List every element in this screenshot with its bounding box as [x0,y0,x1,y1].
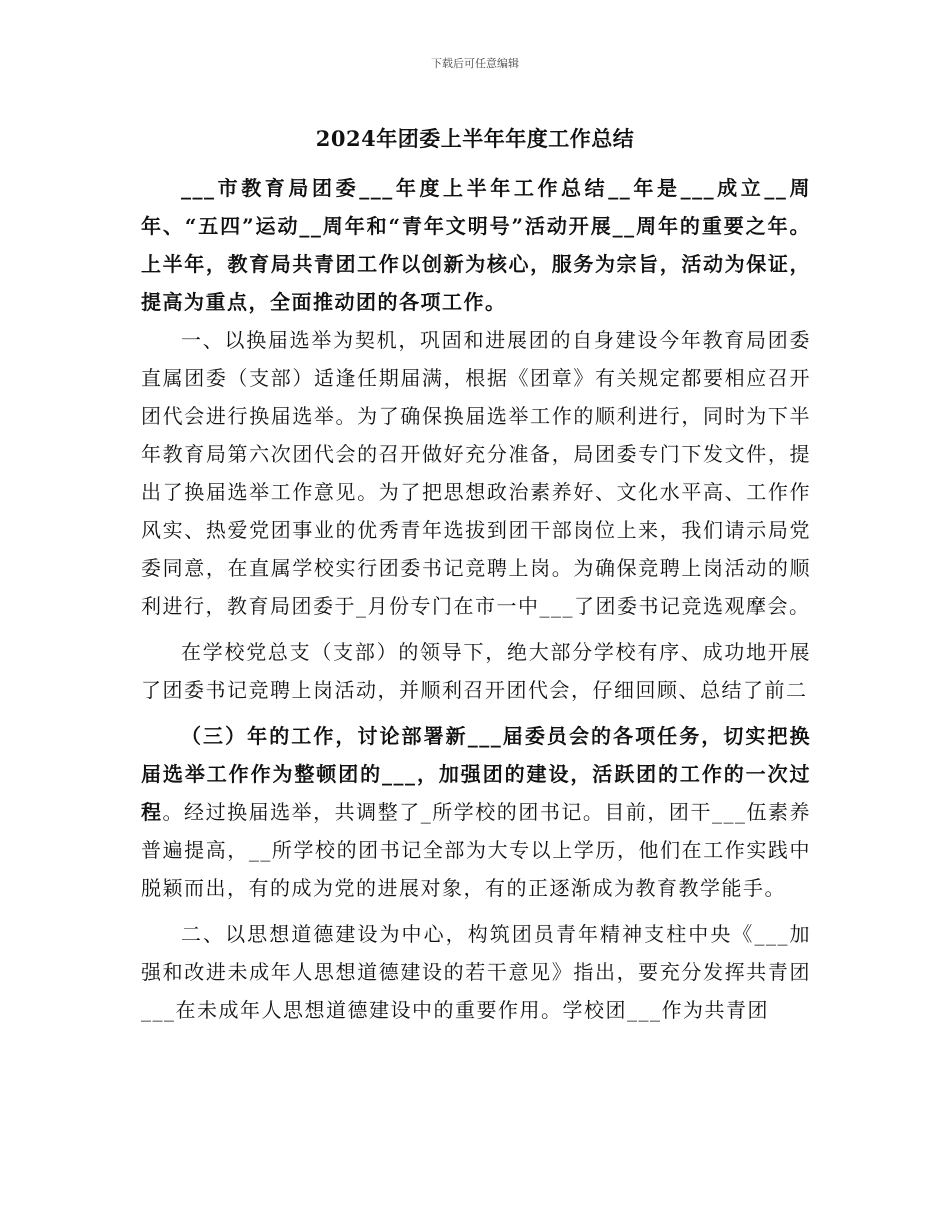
document-body [141,169,811,1029]
paragraph-section-three [141,717,811,907]
paragraph-party-leadership: 在学校党总支（支部）的领导下，绝大部分学校有序、成功地开展了团委书记竞聘上岗活动，并顺利召开团代会，仔细回顾、总结了前二 [141,640,811,702]
page-header-note: 下载后可任意编辑 [431,57,519,70]
paragraph-section-one: 一、以换届选举为契机，巩固和进展团的自身建设今年教育局团委直属团委（支部）适逢任期届满，根据《团章》有关规定都要相应召开团代会进行换届选举。为了确保换届选举工作的顺利进行，同时为下半年教育局第六次团代会的召开做好充分准备，局团委专门下发文件，提出了换届选举工作意见。为了把思想政治素养好、文化水平高、工作作风实、热爱党团事业的优秀青年选拔到团干部岗位上来，我们请示局党委同意，在直属学校实行团委书记竞聘上岗。为确保竞聘上岗活动的顺利进行，教育局团委于_月份专门在市一中___了团委书记竞选观摩会。 [141,328,811,618]
paragraph-intro: ___市教育局团委___年度上半年工作总结__年是___成立__周年、“五四”运动__周年和“青年文明号”活动开展__周年的重要之年。上半年，教育局共青团工作以创新为核心，服务为宗旨，活动为保证，提高为重点，全面推动团的各项工作。 [141,176,811,314]
paragraph-section-two: 二、以思想道德建设为中心，构筑团员青年精神支柱中央《___加强和改进未成年人思想道德建设的若干意见》指出，要充分发挥共青团___在未成年人思想道德建设中的重要作用。学校团___作为共青团 [141,922,811,1022]
paragraph-section-three-normal: 。经过换届选举，共调整了_所学校的团书记。目前，团干___伍素养普遍提高，__所学校的团书记全部为大专以上学历，他们在工作实践中脱颖而出，有的成为党的进展对象，有的正逐渐成为教育教学能手。 [141,800,812,900]
document-title: 2024年团委上半年年度工作总结 [315,126,635,151]
paragraph-section-three-bold: （三）年的工作，讨论部署新___届委员会的各项任务，切实把换届选举工作作为整顿团的___，加强团的建设，活跃团的工作的一次过程 [141,724,811,824]
